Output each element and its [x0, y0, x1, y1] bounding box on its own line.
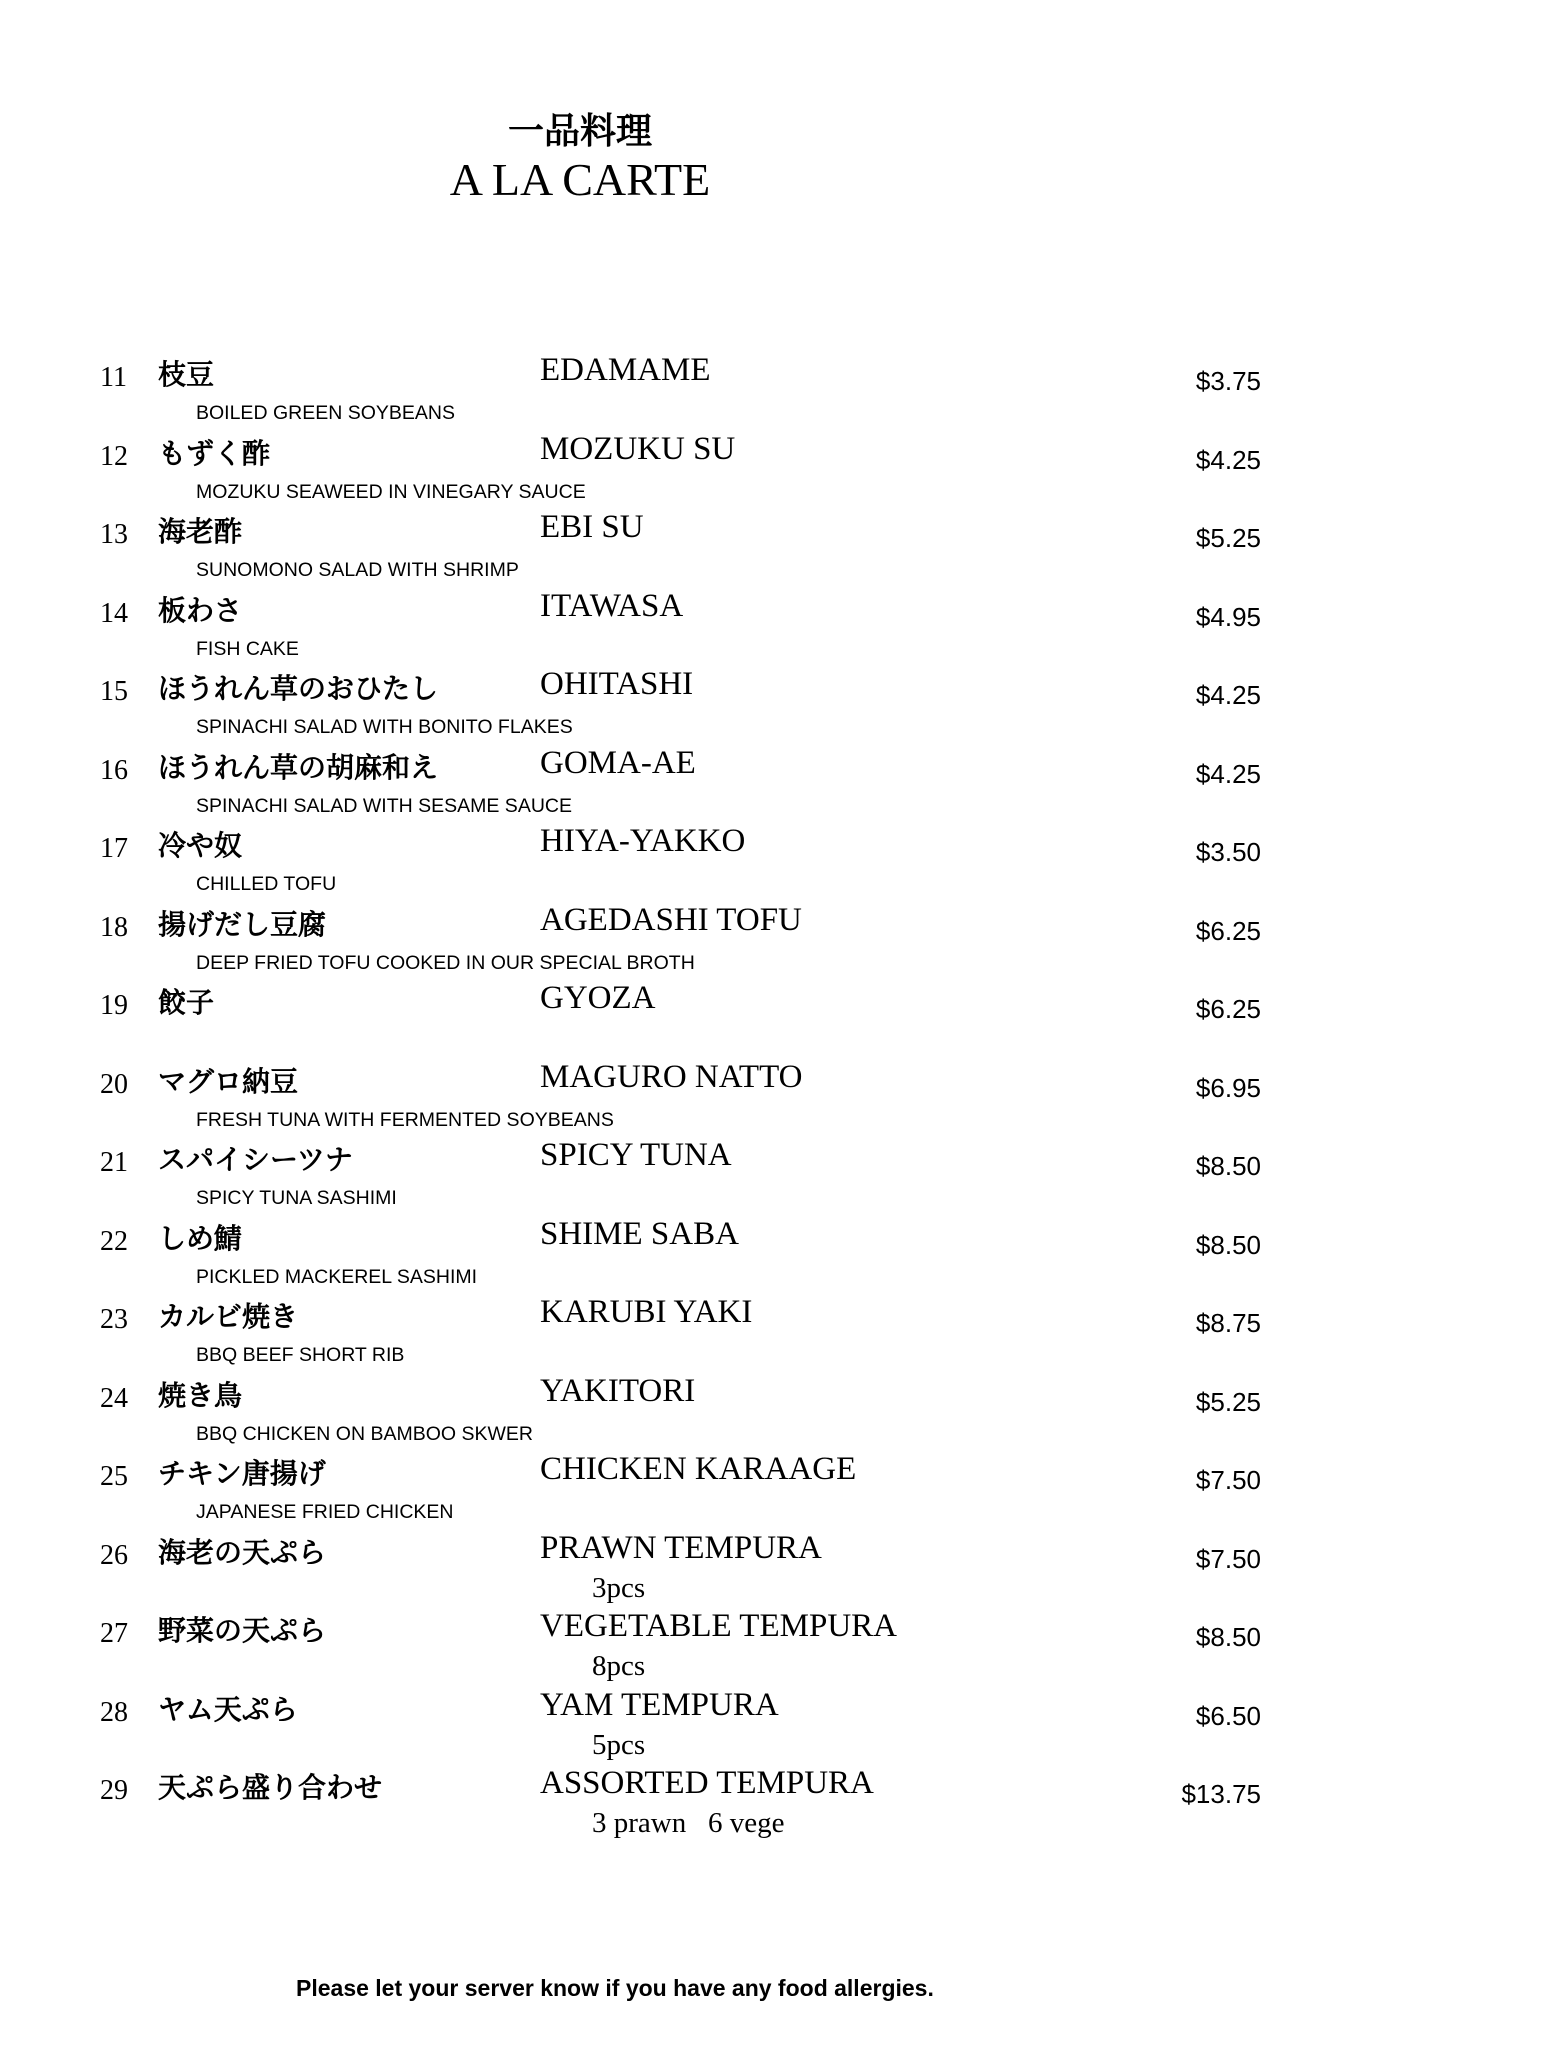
menu-item [0, 1294, 1546, 1373]
item-quantity: 3pcs [592, 1571, 646, 1604]
item-name-english: ITAWASA [540, 587, 684, 624]
menu-item [0, 509, 1546, 588]
item-description: SUNOMONO SALAD WITH SHRIMP [196, 559, 519, 581]
item-price: $3.75 [1195, 366, 1261, 396]
item-name-english: YAM TEMPURA [540, 1686, 779, 1723]
item-number: 23 [100, 1304, 128, 1335]
item-description: BOILED GREEN SOYBEANS [196, 402, 455, 424]
item-name-japanese: 海老酢 [158, 515, 243, 548]
menu-item [0, 980, 1546, 1059]
menu-item [0, 902, 1546, 981]
item-description: MOZUKU SEAWEED IN VINEGARY SAUCE [196, 480, 586, 503]
item-description: SPINACHI SALAD WITH BONITO FLAKES [196, 716, 573, 738]
item-name-japanese: 枝豆 [158, 358, 215, 391]
item-description: PICKLED MACKEREL SASHIMI [196, 1265, 478, 1288]
item-description: SPINACHI SALAD WITH SESAME SAUCE [196, 794, 572, 817]
item-number: 12 [100, 440, 128, 472]
item-quantity: 5pcs [592, 1728, 646, 1761]
menu-item [0, 1137, 1546, 1216]
item-number: 20 [100, 1068, 128, 1100]
item-name-english: PRAWN TEMPURA [540, 1529, 822, 1566]
menu-item [0, 352, 1546, 431]
item-description: CHILLED TOFU [196, 873, 337, 895]
item-number: 22 [100, 1225, 128, 1257]
menu-item [0, 823, 1546, 902]
item-number: 19 [100, 990, 128, 1021]
menu-item [0, 1373, 1546, 1452]
item-name-english: OHITASHI [540, 666, 694, 702]
item-price: $4.25 [1195, 758, 1261, 789]
item-price: $8.50 [1195, 1622, 1261, 1652]
item-price: $7.50 [1195, 1465, 1261, 1495]
item-price: $7.50 [1195, 1543, 1261, 1574]
item-description: FRESH TUNA WITH FERMENTED SOYBEANS [196, 1108, 614, 1131]
item-name-english: EBI SU [540, 509, 644, 545]
item-name-japanese: 冷や奴 [158, 829, 243, 862]
item-name-japanese: マグロ納豆 [158, 1064, 299, 1098]
item-price: $6.25 [1195, 994, 1261, 1024]
title-english: A LA CARTE [449, 154, 711, 205]
item-name-japanese: 揚げだし豆腐 [158, 907, 327, 941]
item-number: 18 [100, 911, 128, 943]
menu-header [0, 110, 1160, 206]
menu-item [0, 588, 1546, 667]
item-price: $8.75 [1195, 1308, 1261, 1338]
item-name-japanese: 焼き鳥 [158, 1378, 243, 1412]
item-number: 25 [100, 1461, 128, 1492]
menu-item [0, 1687, 1546, 1766]
item-number: 11 [100, 362, 127, 393]
item-price: $5.25 [1195, 523, 1261, 553]
menu-item [0, 745, 1546, 824]
item-description: DEEP FRIED TOFU COOKED IN OUR SPECIAL BROTH [196, 951, 695, 974]
item-price: $3.50 [1195, 837, 1261, 867]
item-quantity: 3 prawn 6 vege [592, 1807, 785, 1839]
item-description: BBQ CHICKEN ON BAMBOO SKWER [196, 1422, 533, 1445]
menu-item [0, 1451, 1546, 1530]
allergy-note: Please let your server know if you have any food allergies. [296, 1975, 934, 2001]
menu-item [0, 1059, 1546, 1138]
item-description: BBQ BEEF SHORT RIB [196, 1344, 405, 1366]
item-price: $6.50 [1195, 1700, 1261, 1731]
item-price: $4.95 [1195, 601, 1261, 632]
item-number: 24 [100, 1382, 128, 1414]
item-name-japanese: スパイシーツナ [158, 1143, 353, 1176]
item-name-japanese: ほうれん草の胡麻和え [158, 750, 439, 784]
item-number: 27 [100, 1618, 128, 1649]
item-name-japanese: 天ぷら盛り合わせ [158, 1771, 383, 1804]
item-name-japanese: ヤム天ぷら [158, 1692, 298, 1726]
menu-item [0, 1530, 1546, 1609]
item-name-english: GYOZA [540, 980, 656, 1016]
item-quantity: 8pcs [592, 1650, 646, 1682]
item-number: 15 [100, 676, 128, 707]
item-description: JAPANESE FRIED CHICKEN [196, 1501, 454, 1523]
item-price: $8.50 [1195, 1151, 1261, 1181]
item-name-english: SPICY TUNA [540, 1137, 732, 1173]
item-name-japanese: 板わさ [158, 593, 243, 627]
item-number: 29 [100, 1775, 128, 1806]
item-name-english: AGEDASHI TOFU [540, 901, 802, 938]
menu-item [0, 431, 1546, 510]
item-name-english: HIYA-YAKKO [540, 823, 746, 859]
item-name-english: VEGETABLE TEMPURA [540, 1608, 897, 1644]
item-name-english: MAGURO NATTO [540, 1058, 803, 1095]
item-name-english: ASSORTED TEMPURA [540, 1765, 874, 1801]
item-price: $6.25 [1195, 915, 1261, 946]
item-name-japanese: もずく酢 [158, 436, 271, 470]
item-name-english: CHICKEN KARAAGE [540, 1451, 857, 1487]
item-description: FISH CAKE [196, 637, 299, 660]
item-price: $4.25 [1195, 680, 1261, 710]
menu-item [0, 1608, 1546, 1687]
item-price: $5.25 [1195, 1386, 1261, 1417]
menu-item [0, 1216, 1546, 1295]
item-name-japanese: 餃子 [158, 986, 215, 1019]
item-price: $4.25 [1195, 444, 1261, 475]
item-number: 26 [100, 1539, 128, 1571]
item-name-japanese: しめ鯖 [158, 1221, 243, 1255]
menu-item [0, 1765, 1546, 1844]
item-number: 16 [100, 754, 128, 786]
title-japanese: 一品料理 [507, 111, 652, 152]
item-price: $8.50 [1195, 1229, 1261, 1260]
item-name-japanese: ほうれん草のおひたし [158, 672, 439, 705]
item-name-english: MOZUKU SU [540, 430, 736, 467]
menu-item [0, 666, 1546, 745]
item-name-japanese: チキン唐揚げ [158, 1457, 326, 1490]
item-name-english: EDAMAME [540, 352, 711, 388]
item-price: $13.75 [1181, 1779, 1261, 1809]
item-description: SPICY TUNA SASHIMI [196, 1187, 397, 1209]
item-name-japanese: 海老の天ぷら [158, 1535, 327, 1569]
item-number: 14 [100, 597, 128, 629]
item-price: $6.95 [1195, 1072, 1261, 1103]
item-number: 21 [100, 1147, 128, 1178]
item-name-english: SHIME SABA [540, 1215, 739, 1252]
item-number: 13 [100, 519, 128, 550]
item-name-japanese: カルビ焼き [158, 1300, 299, 1333]
item-name-english: KARUBI YAKI [540, 1294, 753, 1330]
item-name-english: YAKITORI [540, 1372, 696, 1409]
item-name-japanese: 野菜の天ぷら [158, 1614, 327, 1647]
item-number: 28 [100, 1696, 128, 1728]
item-name-english: GOMA-AE [540, 744, 696, 781]
menu-list [0, 352, 1546, 1844]
item-number: 17 [100, 833, 128, 864]
